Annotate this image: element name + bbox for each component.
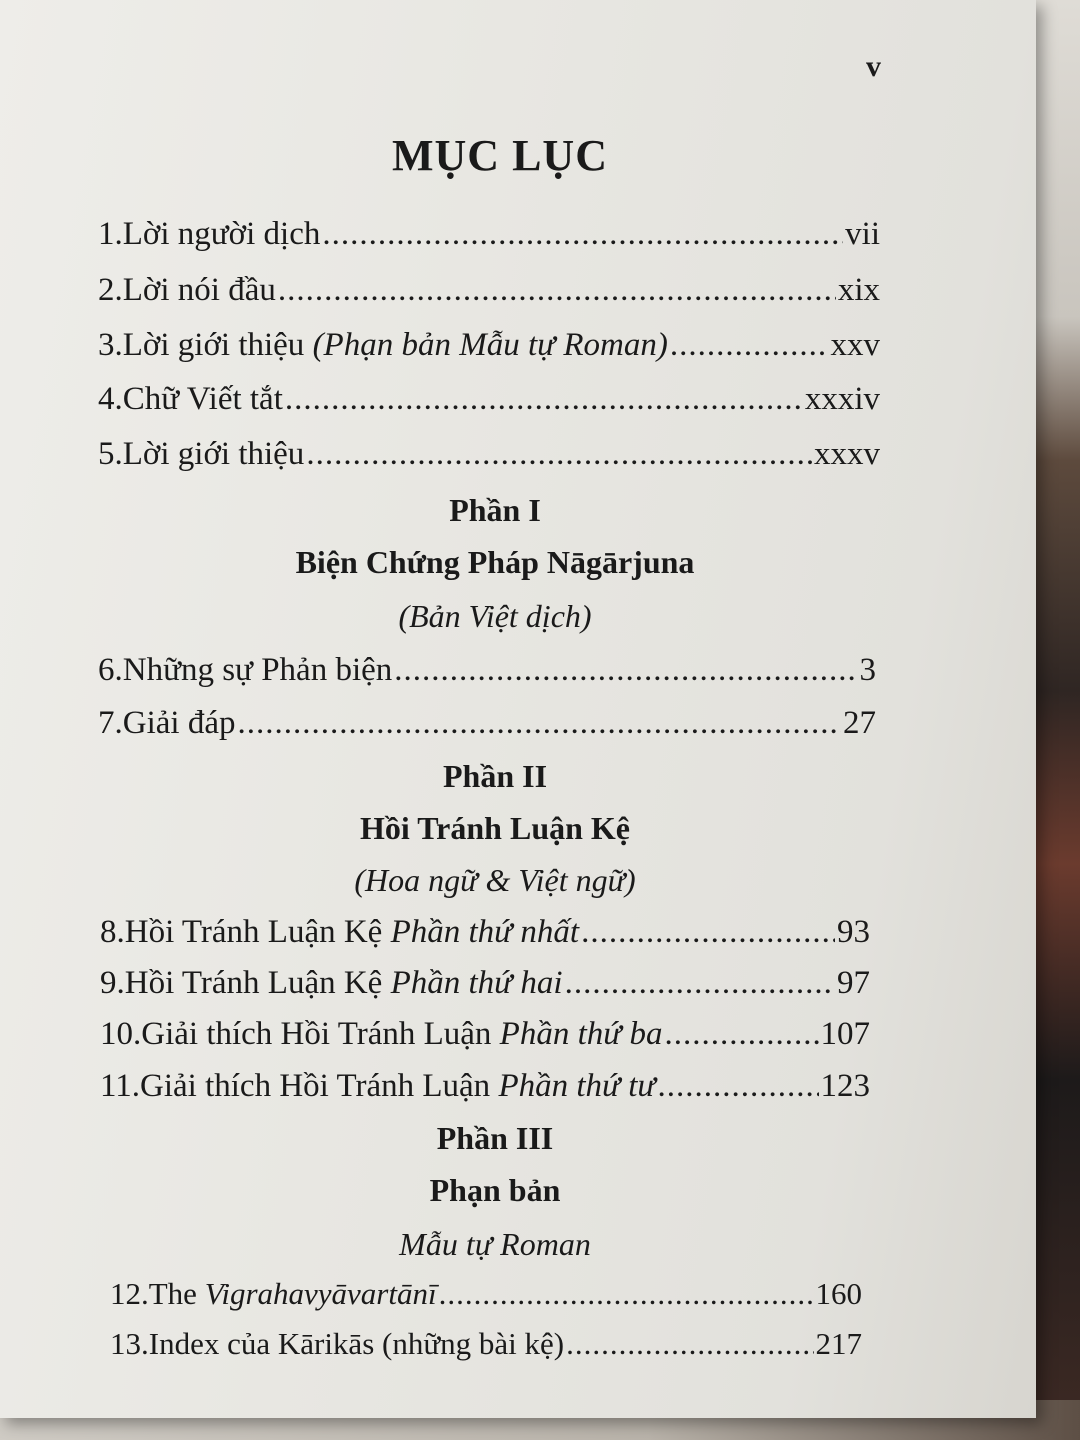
part-3-label: Phần III: [436, 1120, 554, 1156]
leader-dots: [565, 965, 835, 1002]
toc-entry[interactable]: [100, 1016, 870, 1053]
entry-page: 123: [820, 1068, 870, 1104]
entry-page: 160: [815, 1276, 862, 1311]
entry-number: 5.: [98, 436, 123, 472]
part-2-label: Phần II: [442, 758, 548, 794]
entry-page: vii: [845, 216, 880, 252]
entry-subtitle: Vigrahavyāvartānī: [204, 1276, 437, 1311]
leader-dots: [657, 1068, 818, 1105]
part-2-title: Hồi Tránh Luận Kệ: [360, 810, 630, 846]
entry-page: xix: [837, 272, 880, 308]
entry-page: 107: [820, 1016, 870, 1052]
part-3-title: Phạn bản: [429, 1172, 561, 1208]
toc-entry[interactable]: [98, 381, 880, 418]
entry-page: 97: [837, 965, 870, 1001]
leader-dots: [670, 327, 829, 364]
page-title: MỤC LỤC: [392, 131, 608, 180]
leader-dots: [285, 381, 803, 418]
entry-page: xxxiv: [804, 381, 880, 417]
entry-number: 13.: [110, 1326, 149, 1361]
leader-dots: [581, 914, 835, 951]
entry-subtitle: Phần thứ ba: [499, 1016, 663, 1052]
part-3-subtitle: Mẫu tự Roman: [399, 1226, 591, 1262]
leader-dots: [664, 1016, 818, 1053]
part-1-label: Phần I: [449, 492, 541, 528]
leader-dots: [322, 216, 843, 253]
entry-title: Những sự Phản biện: [122, 652, 393, 688]
leader-dots: [439, 1276, 814, 1312]
leader-dots: [237, 705, 841, 742]
entry-title: Giải thích Hồi Tránh Luận Phần thứ ba: [141, 1016, 663, 1052]
leader-dots: [306, 436, 812, 473]
toc-entry[interactable]: [110, 1276, 862, 1312]
toc-entry[interactable]: [98, 216, 880, 253]
entry-title: Chữ Viết tắt: [122, 381, 283, 417]
toc-entry[interactable]: [98, 705, 876, 742]
entry-number: 12.: [110, 1276, 149, 1311]
entry-page: xxxv: [814, 436, 880, 472]
toc-entry[interactable]: [98, 436, 880, 473]
entry-page: 27: [843, 705, 876, 741]
toc-entry[interactable]: [98, 272, 880, 309]
entry-subtitle: Phần thứ hai: [390, 965, 563, 1001]
entry-number: 3.: [98, 327, 123, 363]
entry-title: Hồi Tránh Luận Kệ Phần thứ hai: [124, 965, 563, 1001]
entry-number: 11.: [100, 1068, 141, 1104]
entry-page: xxv: [830, 327, 880, 363]
entry-number: 1.: [98, 216, 123, 252]
entry-number: 9.: [100, 965, 125, 1001]
entry-number: 8.: [100, 914, 125, 950]
entry-number: 7.: [98, 705, 123, 741]
entry-title: Index của Kārikās (những bài kệ): [148, 1326, 565, 1361]
entry-title: The Vigrahavyāvartānī: [148, 1276, 437, 1311]
entry-title: Giải đáp: [122, 705, 236, 741]
toc-entry[interactable]: [110, 1326, 862, 1362]
entry-page: 3: [859, 652, 876, 688]
entry-number: 2.: [98, 272, 123, 308]
part-1-subtitle: (Bản Việt dịch): [398, 598, 592, 634]
entry-title: Hồi Tránh Luận Kệ Phần thứ nhất: [124, 914, 580, 950]
entry-number: 6.: [98, 652, 123, 688]
entry-subtitle: (Phạn bản Mẫu tự Roman): [312, 327, 668, 363]
toc-entry[interactable]: [100, 965, 870, 1002]
page-number: v: [866, 50, 881, 83]
entry-number: 10.: [100, 1016, 142, 1052]
leader-dots: [394, 652, 857, 689]
entry-title: Lời giới thiệu (Phạn bản Mẫu tự Roman): [122, 327, 668, 363]
toc-entry[interactable]: [98, 652, 876, 689]
entry-title: Lời người dịch: [122, 216, 321, 252]
entry-title: Lời nói đầu: [122, 272, 276, 308]
entry-subtitle: Phần thứ nhất: [390, 914, 580, 950]
leader-dots: [278, 272, 836, 309]
entry-page: 217: [815, 1326, 862, 1361]
toc-entry[interactable]: [100, 914, 870, 951]
entry-number: 4.: [98, 381, 123, 417]
leader-dots: [566, 1326, 813, 1362]
entry-title: Lời giới thiệu: [122, 436, 305, 472]
entry-subtitle: Phần thứ tư: [498, 1068, 656, 1104]
toc-entry[interactable]: [98, 327, 880, 364]
entry-title: Giải thích Hồi Tránh Luận Phần thứ tư: [140, 1068, 656, 1104]
toc-entry[interactable]: [100, 1068, 870, 1105]
part-2-subtitle: (Hoa ngữ & Việt ngữ): [354, 862, 636, 898]
part-1-title: Biện Chứng Pháp Nāgārjuna: [295, 544, 695, 580]
entry-page: 93: [837, 914, 870, 950]
